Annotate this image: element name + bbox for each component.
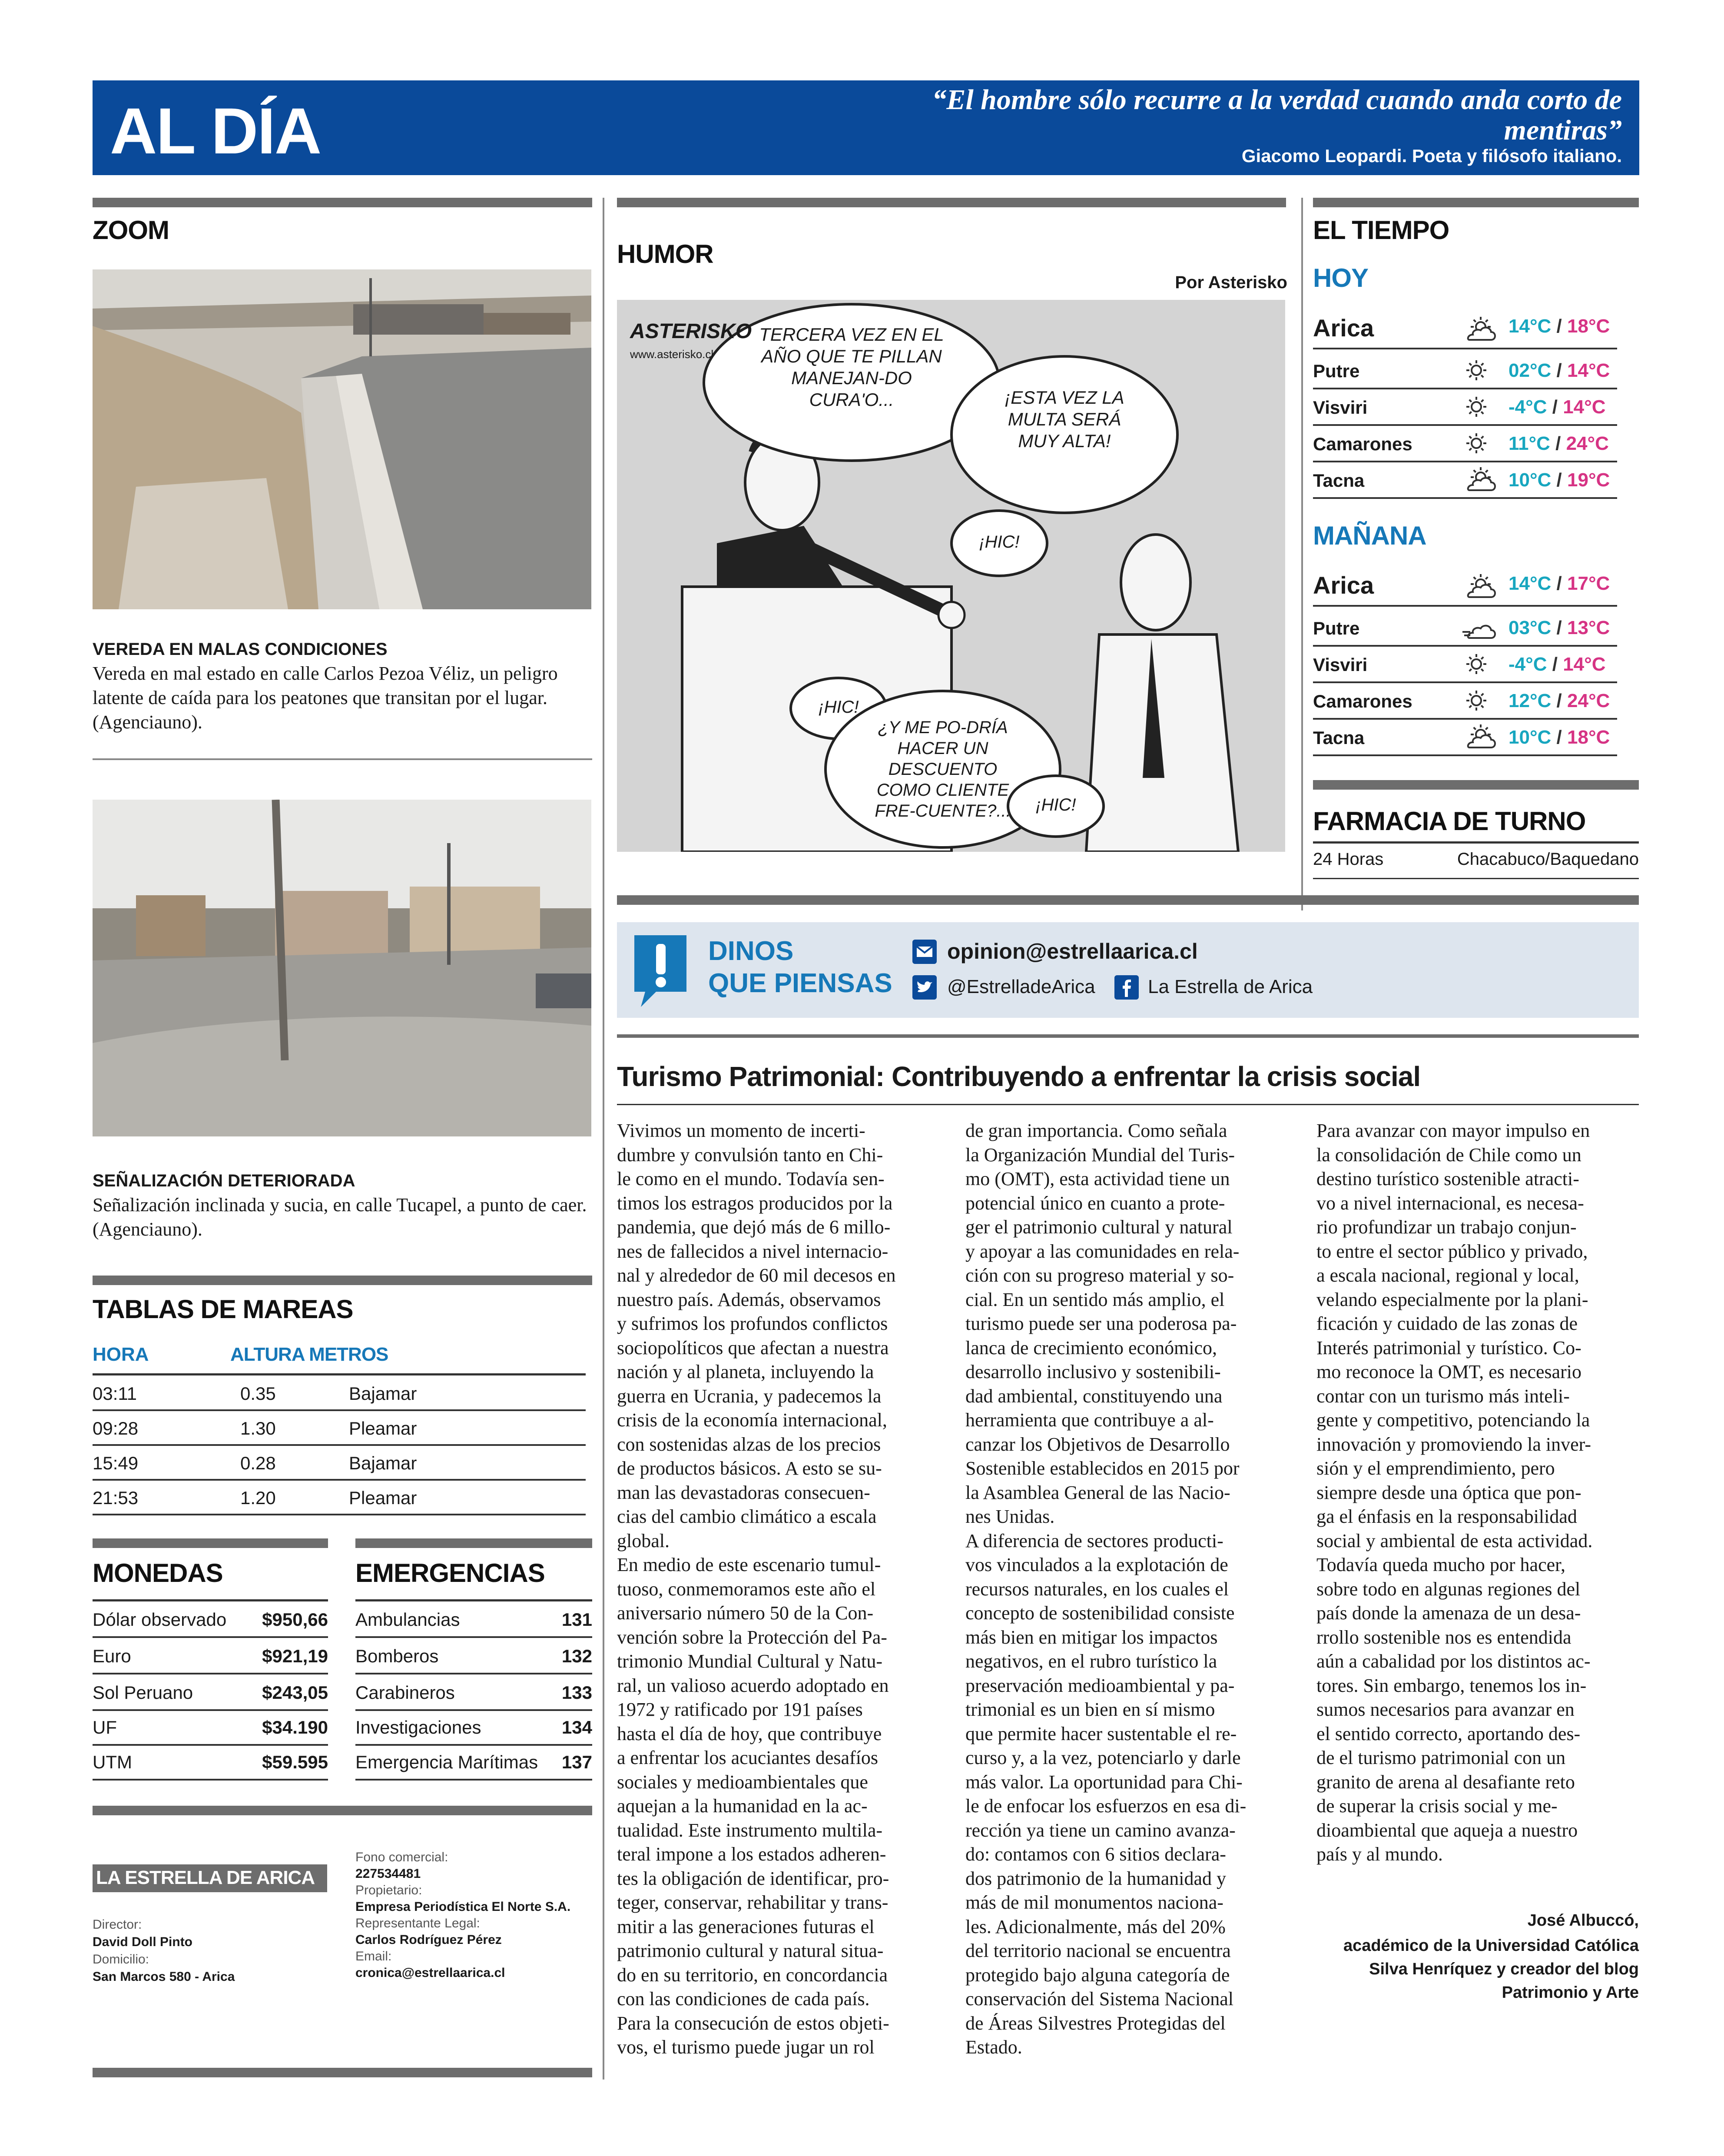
weather-row: [1313, 561, 1617, 607]
rep-label: Representante Legal:: [355, 1916, 480, 1930]
divider: [617, 1104, 1639, 1105]
value: $59.595: [262, 1752, 328, 1772]
mareas-title: TABLAS DE MAREAS: [93, 1295, 353, 1324]
value: 137: [561, 1752, 592, 1772]
list-item: [93, 1674, 328, 1711]
temperature: -4°C / 14°C: [1508, 396, 1606, 418]
section-bar: [93, 1538, 328, 1548]
temp-min: 10°C: [1508, 727, 1552, 748]
column-divider: [1301, 198, 1303, 910]
temperature: 14°C / 17°C: [1508, 573, 1610, 594]
manana-label: MAÑANA: [1313, 521, 1426, 550]
divider: [93, 758, 592, 760]
label: Bomberos: [355, 1646, 439, 1666]
temperature: 12°C / 24°C: [1508, 690, 1610, 711]
photo-caption: Señalización inclinada y sucia, en calle Tucapel, a punto de caer. (Agenciauno).: [93, 1194, 587, 1240]
temp-min: -4°C: [1508, 654, 1547, 675]
label: Euro: [93, 1646, 131, 1666]
sun-icon: [1461, 356, 1500, 384]
section-bar: [355, 1538, 592, 1548]
label: Ambulancias: [355, 1609, 460, 1630]
domicilio: San Marcos 580 - Arica: [93, 1970, 235, 1984]
dinos-line2: QUE PIENSAS: [708, 968, 892, 998]
header-quote: “El hombre sólo recurre a la verdad cuando anda corto de mentiras”: [932, 84, 1622, 146]
city-name: Tacna: [1313, 470, 1365, 491]
divider: [1313, 841, 1639, 844]
article-author-bio: académico de la Universidad Católica Silva Henríquez y creador del blog Patrimonio y Arte: [1343, 1937, 1639, 2002]
contact-band: [617, 922, 1639, 1018]
hora: 21:53: [93, 1488, 139, 1508]
temp-max: 24°C: [1566, 433, 1609, 454]
value: $921,19: [262, 1646, 328, 1666]
speech-bubble: ¡HIC!: [979, 532, 1020, 551]
humor-byline: Por Asterisko: [1175, 273, 1287, 292]
propietario: Empresa Periodística El Norte S.A.: [355, 1900, 571, 1914]
hoy-label: HOY: [1313, 263, 1369, 292]
label: Dólar observado: [93, 1609, 227, 1630]
temp-max: 14°C: [1567, 360, 1610, 381]
photo-heading: VEREDA EN MALAS CONDICIONES: [93, 640, 388, 659]
weather-row: [1313, 609, 1617, 647]
temp-min: 14°C: [1508, 316, 1552, 337]
label: Sol Peruano: [93, 1682, 193, 1703]
label: UF: [93, 1717, 117, 1737]
article-column-1: Vivimos un momento de incerti- dumbre y convulsión tanto en Chi- le como en el mundo. Todavía sen- timos los estragos producidos por la pandemia, que dejó más de 6 millo- nes de fallecidos a nivel internacio- nal y alrededor de 60 mil decesos en nuestro país. Además, observamos y sufrimos los profundos conflictos sociopolíticos que afectan a nuestra nación y al planeta, incluyendo la guerra en Ucrania, y padecemos la crisis de la economía internacional, con sostenidas alzas de los precios de productos básicos. A esto se su- man las devastadoras consecuen- cias del cambio climático a escala global. En medio de este escenario tumul- tuoso, conmemoramos este año el aniversario número 50 de la Con- vención sobre la Protección del Pa- trimonio Mundial Cultural y Natu- ral, un valioso acuerdo adoptado en 1972 y ratificado por 191 países hasta el día de hoy, que contribuye a enfrentar los acuciantes desafíos sociales y medioambientales que aquejan a la humanidad en la ac- tualidad. Este instrumento multila- teral impone a los estados adheren- tes la obligación de identificar, pro- teger, conservar, rehabilitar y trans- mitir a las generaciones futuras el patrimonio cultural y natural situa- do en su territorio, en concordancia con las condiciones de cada país. Para la consecución de estos objeti- vos, el turismo puede jugar un rol: [617, 1120, 896, 2058]
city-name: Arica: [1313, 314, 1374, 342]
humor-title: HUMOR: [617, 239, 713, 269]
speech-bubble: ¿Y ME PO-DRÍA HACER UN DESCUENTO COMO CLIENTE FRE-CUENTE?...: [875, 718, 1011, 821]
temp-max: 24°C: [1567, 690, 1610, 711]
section-bar: [93, 198, 592, 207]
email-label: Email:: [355, 1949, 392, 1963]
speech-bubble: TERCERA VEZ EN EL AÑO QUE TE PILLAN MANEJAN-DO CURA'O...: [759, 324, 944, 410]
fono-label: Fono comercial:: [355, 1850, 448, 1864]
article-column-3: Para avanzar con mayor impulso en la consolidación de Chile como un destino turístico sostenible atracti- vo a nivel internacional, es necesa- rio profundizar un trabajo conjun- to entre el sector público y privado, a escala nacional, regional y local, velando especialmente por la plani- ficación y cuidado de las zonas de Interés patrimonial y turístico. Co- mo reconoce la OMT, es necesario contar con un turismo más inteli- gente y competitivo, potenciando la innovación y promoviendo la inver- sión y el emprendimiento, pero siempre desde una óptica que pon- ga el énfasis en la responsabilidad social y ambiental de esta actividad. Todavía queda mucho por hacer, sobre todo en algunas regiones del país donde la amenaza de un desa- rrollo sostenible nos es entendida aún a cabalidad por los distintos ac- tores. Sin embargo, tenemos los in- sumos necesarios para avanzar en el sentido correcto, aportando des- de el turismo patrimonial con un granito de arena al desafiante reto de superar la crisis social y me- dioambiental que aqueja a nuestro país y al mundo.: [1316, 1120, 1593, 1865]
value: $950,66: [262, 1609, 328, 1630]
section-bar: [617, 198, 1286, 207]
cartoon-signature: ASTERISKO: [630, 320, 752, 343]
windy-cloud-icon: [1461, 614, 1500, 641]
label: Investigaciones: [355, 1717, 481, 1737]
city-name: Visviri: [1313, 654, 1368, 675]
temp-max: 19°C: [1567, 469, 1610, 491]
temperature: -4°C / 14°C: [1508, 654, 1606, 675]
table-row: [93, 1410, 586, 1446]
city-name: Putre: [1313, 361, 1360, 381]
temperature: 03°C / 13°C: [1508, 617, 1610, 638]
city-name: Visviri: [1313, 397, 1368, 418]
sun-icon: [1461, 429, 1500, 457]
weather-row: [1313, 646, 1617, 683]
city-name: Arica: [1313, 571, 1374, 599]
altura: 0.28: [240, 1453, 276, 1473]
altura: 0.35: [240, 1383, 276, 1404]
tiempo-title: EL TIEMPO: [1313, 216, 1449, 245]
list-item: [93, 1709, 328, 1746]
speech-bubble: ¡ESTA VEZ LA MULTA SERÁ MUY ALTA!: [1005, 387, 1124, 451]
section-bar: [93, 1806, 592, 1815]
tipo: Pleamar: [349, 1418, 417, 1438]
list-item: [355, 1709, 592, 1746]
tipo: Pleamar: [349, 1488, 417, 1508]
domicilio-label: Domicilio:: [93, 1952, 149, 1967]
section-header: [93, 80, 1639, 175]
table-row: [93, 1445, 586, 1481]
temp-min: 11°C: [1508, 433, 1550, 454]
weather-row: [1313, 682, 1617, 720]
rep: Carlos Rodríguez Pérez: [355, 1933, 502, 1947]
temperature: 10°C / 18°C: [1508, 727, 1610, 748]
facebook-icon: [1114, 975, 1139, 1000]
label: UTM: [93, 1752, 132, 1772]
weather-row: [1313, 425, 1617, 462]
hora: 03:11: [93, 1383, 137, 1404]
article-author: José Albuccó,: [1527, 1911, 1639, 1930]
cartoon-site: www.asterisko.cl: [630, 348, 714, 361]
quote-author: Giacomo Leopardi. Poeta y filósofo italiano.: [1241, 146, 1622, 166]
value: 133: [561, 1682, 592, 1703]
speech-bubble: ¡HIC!: [1035, 795, 1076, 814]
dinos-line1: DINOS: [708, 936, 794, 966]
sun-icon: [1461, 687, 1500, 714]
temp-min: 10°C: [1508, 469, 1552, 491]
label: Emergencia Marítimas: [355, 1752, 538, 1772]
temp-min: 12°C: [1508, 690, 1552, 711]
value: 132: [561, 1646, 592, 1666]
city-name: Tacna: [1313, 728, 1365, 748]
city-name: Camarones: [1313, 434, 1412, 454]
table-row: [93, 1375, 586, 1411]
twitter-handle[interactable]: @EstrelladeArica: [947, 976, 1095, 997]
farmacia-title: FARMACIA DE TURNO: [1313, 807, 1586, 836]
partly-cloudy-icon: [1461, 316, 1500, 343]
divider: [1313, 878, 1639, 879]
list-item: [355, 1744, 592, 1781]
article-title: Turismo Patrimonial: Contribuyendo a enfrentar la crisis social: [617, 1061, 1421, 1092]
tipo: Bajamar: [349, 1383, 417, 1404]
temp-max: 18°C: [1567, 727, 1610, 748]
value: $34.190: [262, 1717, 328, 1737]
value: 131: [561, 1609, 592, 1630]
sun-cloud-icon: [1461, 466, 1500, 494]
email-link[interactable]: cronica@estrellaarica.cl: [355, 1966, 505, 1980]
tipo: Bajamar: [349, 1453, 417, 1473]
section-bar: [1313, 780, 1639, 790]
city-name: Putre: [1313, 618, 1360, 638]
temperature: 11°C / 24°C: [1508, 433, 1609, 454]
logo-text: LA ESTRELLA DE ARICA: [96, 1867, 315, 1888]
photo-heading: SEÑALIZACIÓN DETERIORADA: [93, 1171, 355, 1190]
altura: 1.20: [240, 1488, 276, 1508]
value: $243,05: [262, 1682, 328, 1703]
section-title: AL DÍA: [110, 94, 321, 167]
list-item: [93, 1744, 328, 1781]
speech-bubble: ¡HIC!: [818, 698, 859, 717]
signage-photo: [93, 800, 591, 1136]
farmacia-address: Chacabuco/Baquedano: [1457, 850, 1639, 869]
list-item: [93, 1638, 328, 1674]
value: 134: [561, 1717, 592, 1737]
director: David Doll Pinto: [93, 1935, 193, 1949]
weather-row: [1313, 304, 1617, 349]
col-altura: ALTURA METROS: [230, 1344, 388, 1365]
cartoon: [617, 300, 1285, 852]
section-bar: [93, 2068, 592, 2077]
temp-max: 18°C: [1567, 316, 1610, 337]
divider: [617, 1034, 1639, 1038]
temp-max: 14°C: [1563, 654, 1606, 675]
list-item: [355, 1601, 592, 1638]
temp-max: 13°C: [1567, 617, 1610, 638]
weather-row: [1313, 389, 1617, 426]
weather-row: [1313, 719, 1617, 756]
column-divider: [603, 198, 604, 2080]
facebook-page[interactable]: La Estrella de Arica: [1148, 976, 1313, 997]
list-item: [355, 1674, 592, 1711]
section-bar: [617, 895, 1639, 905]
exclamation-icon: [630, 931, 691, 1009]
zoom-title: ZOOM: [93, 216, 169, 245]
temp-max: 14°C: [1563, 396, 1606, 418]
director-label: Director:: [93, 1917, 142, 1932]
temperature: 10°C / 19°C: [1508, 469, 1610, 491]
altura: 1.30: [240, 1418, 276, 1438]
list-item: [355, 1638, 592, 1674]
hora: 09:28: [93, 1418, 139, 1438]
sun-icon: [1461, 393, 1500, 421]
temp-min: -4°C: [1508, 396, 1547, 418]
temp-min: 03°C: [1508, 617, 1552, 638]
table-row: [93, 1480, 586, 1515]
temperature: 02°C / 14°C: [1508, 360, 1610, 381]
photo-caption: Vereda en mal estado en calle Carlos Pezoa Véliz, un peligro latente de caída para los peatones que transitan por el lugar. (Agenciauno).: [93, 663, 558, 733]
temp-max: 17°C: [1567, 573, 1610, 594]
propietario-label: Propietario:: [355, 1883, 422, 1897]
mail-icon: [912, 940, 937, 964]
col-hora: HORA: [93, 1344, 149, 1365]
list-item: [93, 1601, 328, 1638]
weather-row: [1313, 462, 1617, 499]
emergencias-title: EMERGENCIAS: [355, 1558, 545, 1588]
sidewalk-photo: [93, 269, 591, 609]
weather-row: [1313, 352, 1617, 389]
monedas-title: MONEDAS: [93, 1558, 223, 1588]
section-bar: [1313, 198, 1639, 207]
partly-cloudy-icon: [1461, 723, 1500, 751]
opinion-email[interactable]: opinion@estrellaarica.cl: [947, 939, 1198, 963]
temp-min: 14°C: [1508, 573, 1552, 594]
farmacia-hours: 24 Horas: [1313, 850, 1384, 869]
partly-cloudy-icon: [1461, 573, 1500, 601]
temp-min: 02°C: [1508, 360, 1552, 381]
twitter-icon: [912, 975, 937, 1000]
section-bar: [93, 1276, 592, 1285]
hora: 15:49: [93, 1453, 139, 1473]
article-column-2: de gran importancia. Como señala la Organización Mundial del Turis- mo (OMT), esta actividad tiene un potencial único en cuanto a prote- ger el patrimonio cultural y natural y apoyar a las comunidades en rela- ción con su progreso material y so- cial. En un sentido más amplio, el turismo puede ser una poderosa pa- lanca de crecimiento económico, desarrollo inclusivo y sostenibili- dad ambiental, constituyendo una herramienta que contribuye a al- canzar los Objetivos de Desarrollo Sostenible establecidos en 2015 por la Asamblea General de las Nacio- nes Unidas. A diferencia de sectores producti- vos vinculados a la explotación de recursos naturales, en los cuales el concepto de sostenibilidad consiste más bien en mitigar los impactos negativos, en el rubro turístico la preservación medioambiental y pa- trimonial es un bien en sí mismo que permite hacer sustentable el re- curso y, a la vez, potenciarlo y darle más valor. La oportunidad para Chi- le de enfocar los esfuerzos en esa di- rección ya tiene un camino avanza- do: contamos con 6 sitios declara- dos patrimonio de la humanidad y más de mil monumentos naciona- les. Adicionalmente, más del 20% del territorio nacional se encuentra protegido bajo alguna categoría de conservación del Sistema Nacional de Áreas Silvestres Protegidas del Estado.: [965, 1120, 1247, 2058]
label: Carabineros: [355, 1682, 455, 1703]
fono: 227534481: [355, 1867, 421, 1881]
sun-icon: [1461, 650, 1500, 678]
newspaper-logo: [93, 1864, 327, 1892]
city-name: Camarones: [1313, 691, 1412, 711]
temperature: 14°C / 18°C: [1508, 316, 1610, 337]
